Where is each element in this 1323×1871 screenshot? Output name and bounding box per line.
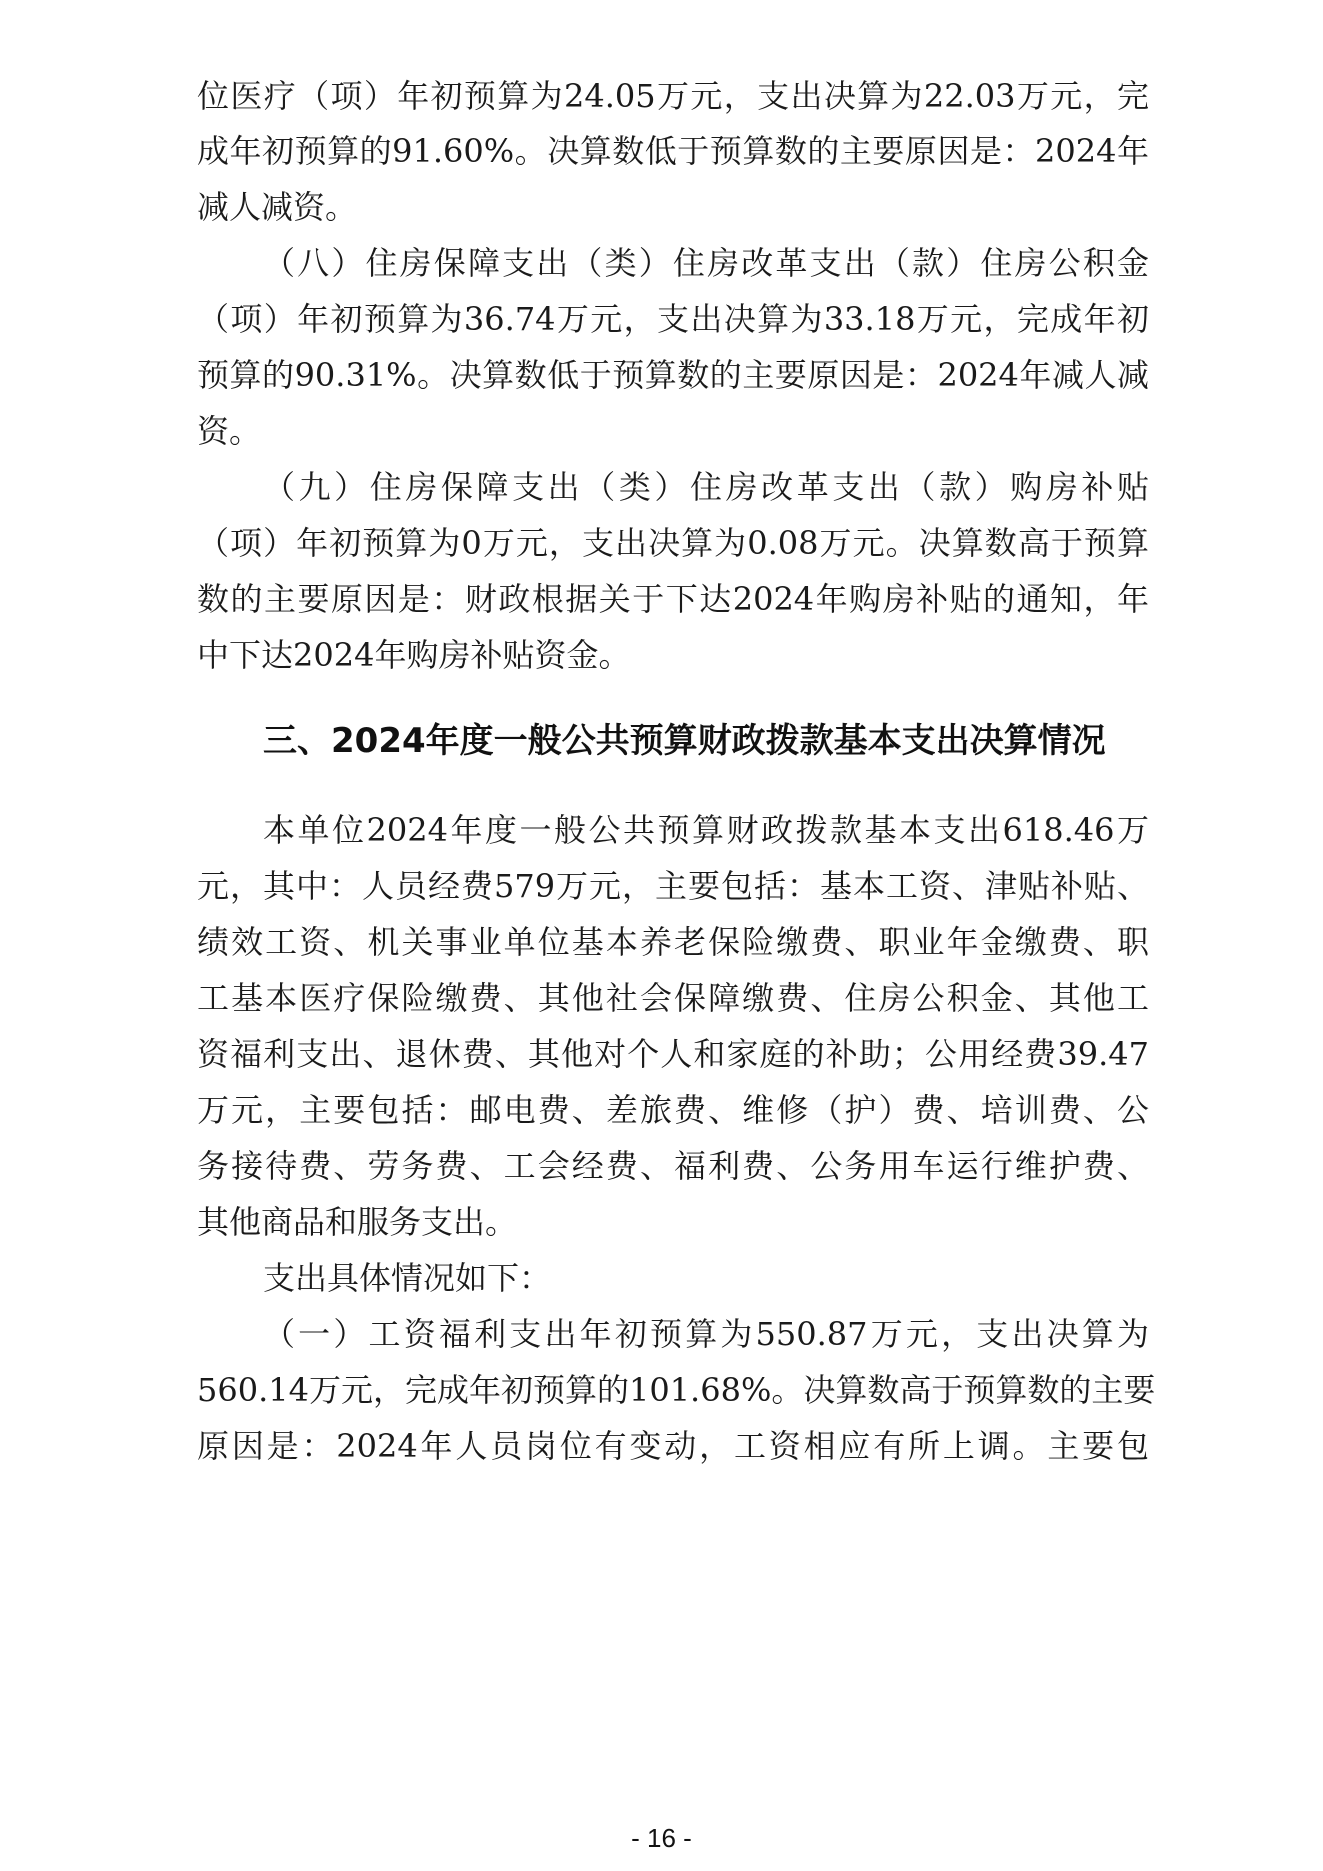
text-line: 资福利支出、退休费、其他对个人和家庭的补助；公用经费39.47 [197,1035,1149,1073]
text-line: 原因是：2024年人员岗位有变动，工资相应有所上调。主要包 [197,1427,1149,1465]
section-heading: 三、2024年度一般公共预算财政拨款基本支出决算情况 [263,721,1106,761]
text-line: 预算的90.31%。决算数低于预算数的主要原因是：2024年减人减 [197,356,1149,394]
text-line: 成年初预算的91.60%。决算数低于预算数的主要原因是：2024年 [197,132,1149,170]
text-line: （八）住房保障支出（类）住房改革支出（款）住房公积金 [263,244,1149,282]
text-line: 减人减资。 [197,188,358,226]
text-line: （一）工资福利支出年初预算为550.87万元，支出决算为 [263,1315,1149,1353]
text-line: 支出具体情况如下： [263,1259,552,1297]
text-line: 务接待费、劳务费、工会经费、福利费、公务用车运行维护费、 [197,1147,1149,1185]
page-number: - 16 - [631,1823,692,1853]
text-line: 其他商品和服务支出。 [197,1203,518,1241]
text-line: 元，其中：人员经费579万元，主要包括：基本工资、津贴补贴、 [197,867,1149,905]
text-line: 资。 [197,412,262,450]
text-line: 万元，主要包括：邮电费、差旅费、维修（护）费、培训费、公 [197,1091,1149,1129]
text-line: 位医疗（项）年初预算为24.05万元，支出决算为22.03万元，完 [197,77,1149,115]
text-line: 数的主要原因是：财政根据关于下达2024年购房补贴的通知，年 [197,580,1149,618]
text-line: 绩效工资、机关事业单位基本养老保险缴费、职业年金缴费、职 [197,923,1149,961]
text-line: 本单位2024年度一般公共预算财政拨款基本支出618.46万 [263,811,1149,849]
text-line: （九）住房保障支出（类）住房改革支出（款）购房补贴 [263,468,1149,506]
text-line: （项）年初预算为0万元，支出决算为0.08万元。决算数高于预算 [197,524,1149,562]
text-line: 工基本医疗保险缴费、其他社会保障缴费、住房公积金、其他工 [197,979,1149,1017]
text-line: （项）年初预算为36.74万元，支出决算为33.18万元，完成年初 [197,300,1149,338]
text-line: 中下达2024年购房补贴资金。 [197,636,631,674]
text-line: 560.14万元，完成年初预算的101.68%。决算数高于预算数的主要 [197,1371,1156,1409]
